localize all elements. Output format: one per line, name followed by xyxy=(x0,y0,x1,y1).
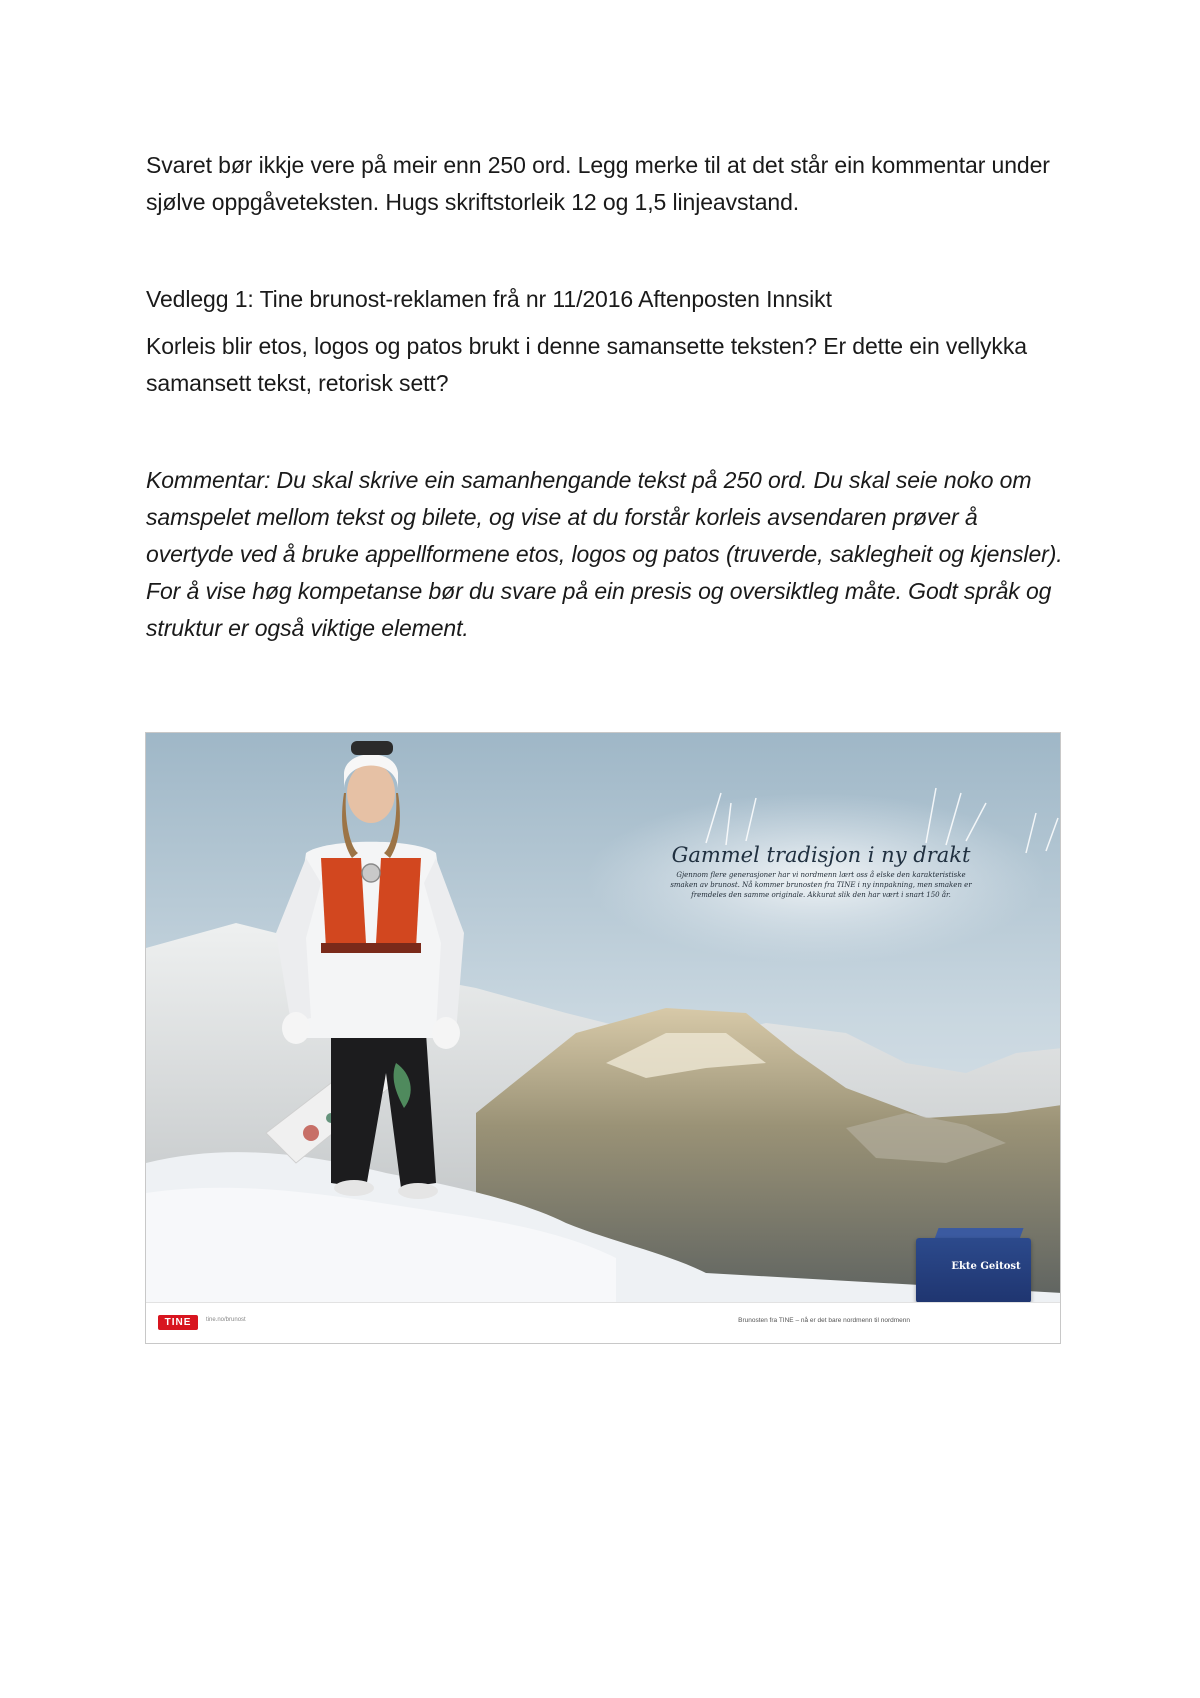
attachment-heading: Vedlegg 1: Tine brunost-reklamen frå nr 11/2016 Aftenposten Innsikt xyxy=(146,286,832,312)
brunost-advertisement xyxy=(145,732,1061,1344)
ad-footer xyxy=(146,1302,1060,1343)
ad-scene-illustration xyxy=(146,733,1061,1305)
brand-url: tine.no/brunost xyxy=(206,1317,246,1323)
ad-headline: Gammel tradisjon i ny drakt xyxy=(671,843,971,867)
footer-tagline: Brunosten fra TINE – nå er det bare nordmenn til nordmenn xyxy=(738,1317,910,1324)
product-name: Ekte Geitost xyxy=(951,1261,1021,1272)
comment-paragraph: Kommentar: Du skal skrive ein samanhengande tekst på 250 ord. Du skal seie noko om samspelet mellom tekst og bilete, og vise at du forstår korleis avsendaren prøver å overtyde ved å bruke appellformene etos, logos og patos (truverde, saklegheit og kjensler). For å vise høg kompetanse bør du svare på ein presis og oversiktleg måte. Godt språk og struktur er også viktige element. xyxy=(146,467,1063,641)
question-paragraph: Korleis blir etos, logos og patos brukt i denne samansette teksten? Er dette ein vellykka samansett tekst, retorisk sett? xyxy=(146,333,1027,396)
tine-logo: TINE xyxy=(158,1315,198,1330)
instruction-paragraph: Svaret bør ikkje vere på meir enn 250 ord. Legg merke til at det står ein kommentar under sjølve oppgåveteksten. Hugs skriftstorleik 12 og 1,5 linjeavstand. xyxy=(146,152,1050,215)
ad-body-copy: Gjennom flere generasjoner har vi nordmenn lært oss å elske den karakteristiske smaken av brunost. Nå kommer brunosten fra TINE i ny innpakning, men smaken er fremdeles den samme originale. Akkurat slik den har vært i snart 150 år. xyxy=(670,871,972,899)
